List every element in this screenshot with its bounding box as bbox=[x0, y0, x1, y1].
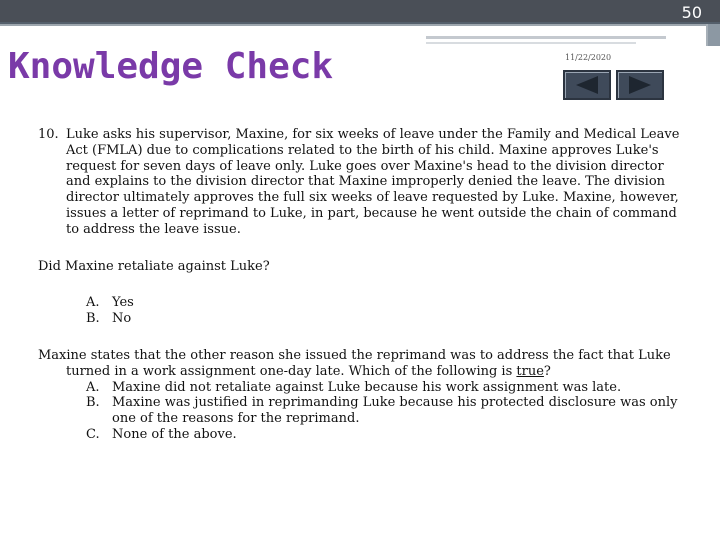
part2-option-b bbox=[38, 395, 688, 427]
option-text: Yes bbox=[112, 295, 134, 311]
page-title: Knowledge Check bbox=[8, 46, 334, 87]
edge-tab bbox=[708, 24, 720, 46]
option-letter: B. bbox=[86, 311, 100, 327]
top-bar-accent bbox=[0, 22, 720, 26]
option-letter: A. bbox=[86, 295, 100, 311]
part1-question: Did Maxine retaliate against Luke? bbox=[38, 258, 270, 274]
option-text: No bbox=[112, 311, 132, 327]
option-letter: C. bbox=[86, 426, 100, 442]
option-text: None of the above. bbox=[112, 426, 237, 442]
part2-question-lead: Maxine states that the other reason she issued the reprimand was to address the fact that Luke turned in a work assignment one-day late. Which of the following is bbox=[38, 347, 671, 379]
previous-slide-button[interactable] bbox=[563, 70, 611, 100]
question-10 bbox=[38, 127, 688, 238]
title-rule-secondary bbox=[426, 42, 636, 44]
slide-body bbox=[38, 127, 688, 443]
option-text: Maxine did not retaliate against Luke because his work assignment was late. bbox=[112, 379, 622, 395]
slide-date: 11/22/2020 bbox=[565, 53, 612, 62]
option-text: Maxine was justified in reprimanding Luke because his protected disclosure was only one of the reasons for the reprimand. bbox=[112, 395, 678, 427]
slide-number: 50 bbox=[681, 3, 702, 22]
next-slide-button[interactable] bbox=[616, 70, 664, 100]
title-rule bbox=[426, 36, 666, 39]
part1-option-a bbox=[38, 295, 688, 311]
question-text: Luke asks his supervisor, Maxine, for six weeks of leave under the Family and Medical Leave Act (FMLA) due to complications related to the birth of his child. Maxine approves Luke's request for seven days of leave only. Luke goes over Maxine's head to the division director and explains to the division director that Maxine improperly denied the leave. The division director ultimately approves the full six weeks of leave requested by Luke. Maxine, however, issues a letter of reprimand to Luke, in part, because he went outside the chain of command to address the leave issue. bbox=[66, 127, 680, 237]
part2-question bbox=[38, 348, 688, 380]
option-letter: A. bbox=[86, 379, 100, 395]
part1-option-b bbox=[38, 311, 688, 327]
part2-question-tail: ? bbox=[543, 363, 551, 379]
part2-question-emphasis: true bbox=[516, 363, 544, 379]
part2-option-c bbox=[38, 427, 688, 443]
option-letter: B. bbox=[86, 395, 100, 411]
arrow-right-icon bbox=[629, 76, 651, 94]
question-number: 10. bbox=[38, 127, 59, 142]
arrow-left-icon bbox=[576, 76, 598, 94]
part2-option-a bbox=[38, 380, 688, 396]
top-bar bbox=[0, 0, 720, 24]
